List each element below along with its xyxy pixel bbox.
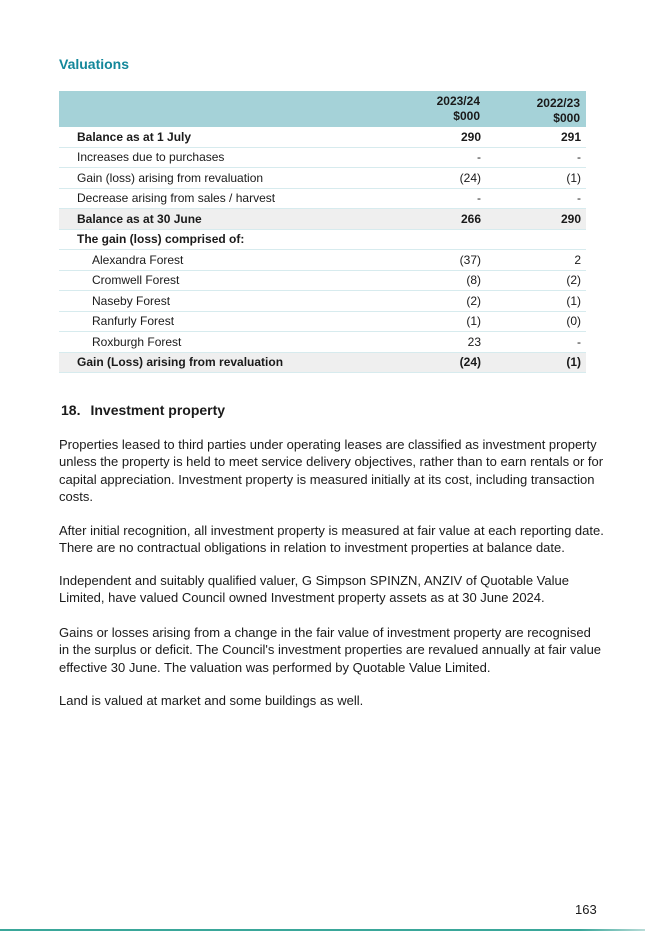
- paragraph-valuer: Independent and suitably qualified valuer, G Simpson SPINZN, ANZIV of Quotable Value Limited, have valued Council owned Investment property assets as at 30 June 2024.: [59, 573, 569, 606]
- column-header-unit: $000: [553, 111, 580, 125]
- table-row-gain-loss-total: [59, 352, 586, 373]
- row-value-2023-24: [372, 229, 486, 250]
- column-header-unit: $000: [453, 109, 480, 123]
- row-value-2023-24: -: [372, 188, 486, 209]
- row-label: Naseby Forest: [59, 291, 372, 312]
- table-row-roxburgh-forest: [59, 332, 586, 353]
- table-row-decrease-sales: [59, 188, 586, 209]
- row-value-2022-23: (1): [486, 168, 586, 189]
- column-header-year: 2022/23: [536, 96, 580, 110]
- table-row-gain-comprised: [59, 229, 586, 250]
- column-header-2023-24: [372, 91, 486, 127]
- table-row-balance-1-july: [59, 127, 586, 147]
- row-value-2022-23: (1): [486, 352, 586, 373]
- row-label: The gain (loss) comprised of:: [59, 229, 372, 250]
- row-value-2022-23: -: [486, 147, 586, 168]
- paragraph-gains-losses: Gains or losses arising from a change in the fair value of investment property are recognised in the surplus or deficit. The Council's investment properties are revalued annually at fair value effective 30 June. The valuation was performed by Quotable Value Limited.: [59, 625, 602, 675]
- column-header-year: 2023/24: [436, 94, 480, 108]
- row-value-2023-24: (24): [372, 168, 486, 189]
- row-value-2022-23: 291: [486, 127, 586, 147]
- valuations-heading: Valuations: [59, 56, 130, 72]
- paragraph-classification: Properties leased to third parties under operating leases are classified as investment property unless the property is held to meet service delivery objectives, rather than to earn rentals or for capital appreciation. Investment property is measured initially at its cost, including transaction costs.: [59, 437, 604, 504]
- row-value-2022-23: (0): [486, 311, 586, 332]
- footer-rule: [0, 929, 645, 931]
- row-label: Increases due to purchases: [59, 147, 372, 168]
- row-value-2022-23: -: [486, 188, 586, 209]
- row-value-2023-24: (37): [372, 250, 486, 271]
- row-label: Alexandra Forest: [59, 250, 372, 271]
- paragraph-land: Land is valued at market and some buildings as well.: [59, 693, 364, 708]
- row-label: Balance as at 1 July: [59, 127, 372, 147]
- row-value-2023-24: (8): [372, 270, 486, 291]
- table-header-row: [59, 91, 586, 127]
- table-row-cromwell-forest: [59, 270, 586, 291]
- row-label: Ranfurly Forest: [59, 311, 372, 332]
- page-number: 163: [575, 902, 597, 917]
- table-row-ranfurly-forest: [59, 311, 586, 332]
- row-value-2023-24: 23: [372, 332, 486, 353]
- row-value-2022-23: (2): [486, 270, 586, 291]
- row-value-2022-23: 2: [486, 250, 586, 271]
- section-number: 18.: [61, 402, 81, 418]
- row-label: Cromwell Forest: [59, 270, 372, 291]
- row-value-2022-23: [486, 229, 586, 250]
- row-value-2023-24: 266: [372, 209, 486, 230]
- table-row-increases-purchases: [59, 147, 586, 168]
- row-value-2022-23: -: [486, 332, 586, 353]
- column-header-2022-23: [486, 91, 586, 127]
- table-row-balance-30-june: [59, 209, 586, 230]
- row-value-2022-23: (1): [486, 291, 586, 312]
- row-value-2023-24: (24): [372, 352, 486, 373]
- row-value-2023-24: (1): [372, 311, 486, 332]
- section-heading: [61, 402, 225, 418]
- column-header-label: [59, 91, 372, 127]
- row-value-2023-24: -: [372, 147, 486, 168]
- row-label: Gain (Loss) arising from revaluation: [59, 352, 372, 373]
- table-row-gain-loss-revaluation: [59, 168, 586, 189]
- table-row-alexandra-forest: [59, 250, 586, 271]
- row-label: Balance as at 30 June: [59, 209, 372, 230]
- table-row-naseby-forest: [59, 291, 586, 312]
- row-label: Roxburgh Forest: [59, 332, 372, 353]
- row-value-2023-24: (2): [372, 291, 486, 312]
- row-label: Gain (loss) arising from revaluation: [59, 168, 372, 189]
- row-label: Decrease arising from sales / harvest: [59, 188, 372, 209]
- row-value-2022-23: 290: [486, 209, 586, 230]
- valuations-table: [59, 91, 586, 373]
- paragraph-fair-value: After initial recognition, all investment property is measured at fair value at each reporting date. There are no contractual obligations in relation to investment properties at balance date.: [59, 523, 604, 556]
- section-title: Investment property: [90, 402, 226, 418]
- row-value-2023-24: 290: [372, 127, 486, 147]
